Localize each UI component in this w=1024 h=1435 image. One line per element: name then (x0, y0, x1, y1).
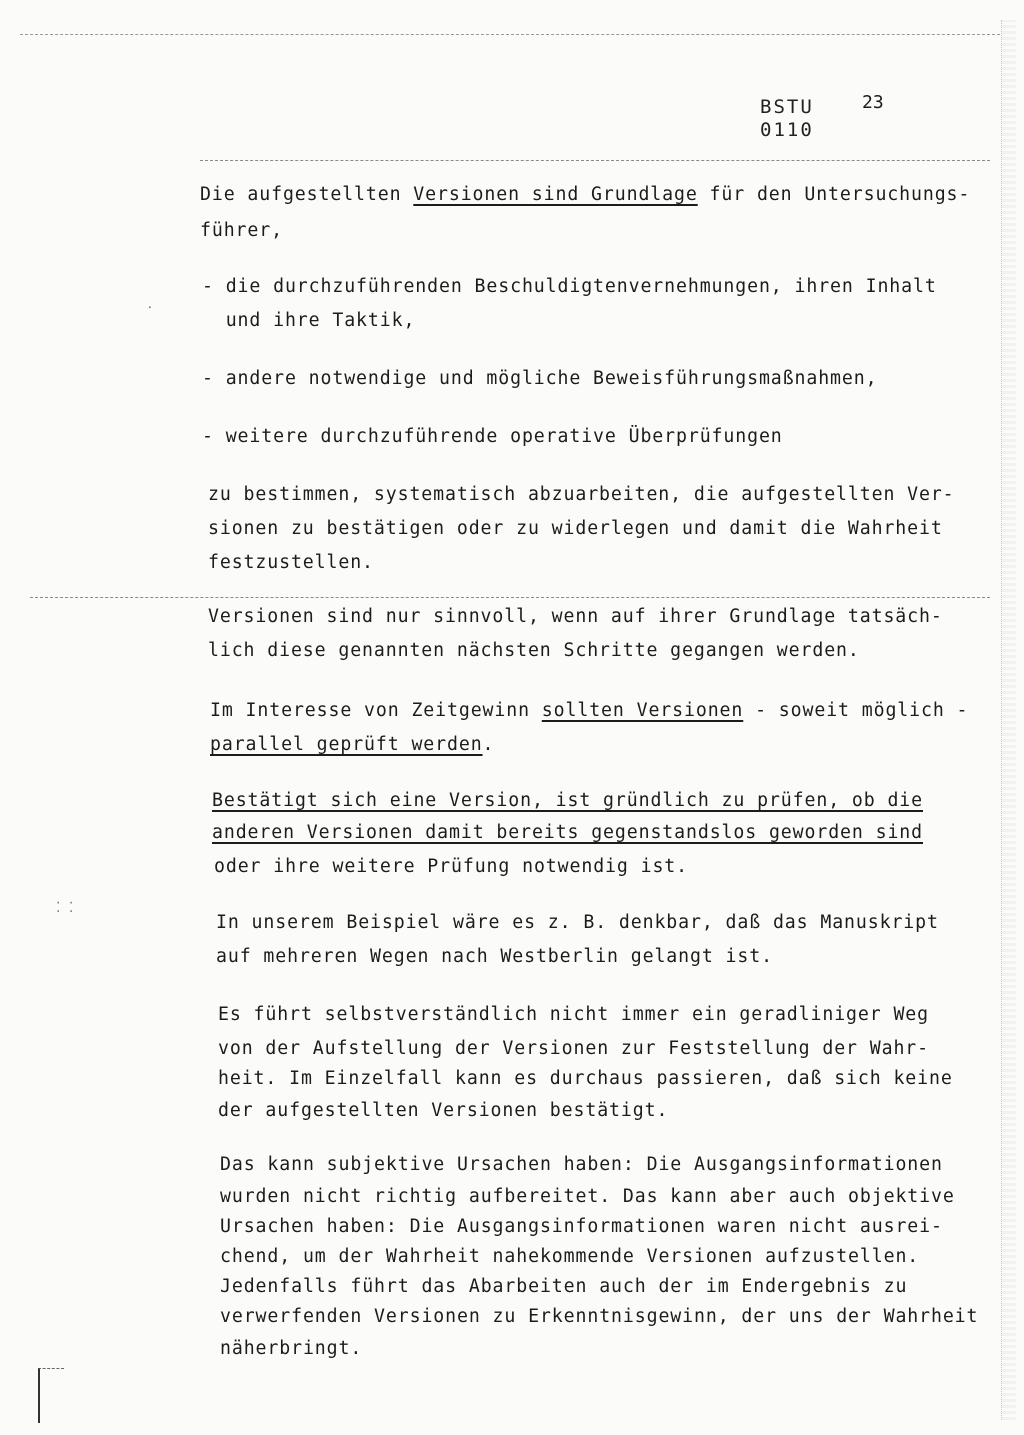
stamp-line-2: 0110 (760, 119, 814, 141)
page-right-edge (1001, 20, 1016, 1420)
text-line-13 (210, 734, 494, 755)
text-line-29: näherbringt. (220, 1338, 363, 1359)
scan-specks: ⸱ (148, 300, 152, 316)
text-line-17: In unserem Beispiel wäre es z. B. denkbar, daß das Manuskript (216, 912, 939, 933)
text-line-15: anderen Versionen damit bereits gegenstandslos geworden sind (212, 822, 923, 843)
text-line-22: der aufgestellten Versionen bestätigt. (218, 1100, 669, 1121)
text-line-24: wurden nicht richtig aufbereitet. Das kann aber auch objektive (220, 1186, 955, 1207)
text-line-27: Jedenfalls führt das Abarbeiten auch der im Endergebnis zu (220, 1276, 908, 1297)
text-line-26: chend, um der Wahrheit nahekommende Versionen aufzustellen. (220, 1246, 920, 1267)
list-item-1-line-1: - die durchzuführenden Beschuldigtenvernehmungen, ihren Inhalt (202, 276, 937, 297)
text-segment: - soweit möglich - (743, 700, 969, 721)
text-line-20: von der Aufstellung der Versionen zur Feststellung der Wahr- (218, 1038, 929, 1059)
text-line-19: Es führt selbstverständlich nicht immer ein geradliniger Weg (218, 1004, 929, 1025)
text-line-28: verwerfenden Versionen zu Erkenntnisgewinn, der uns der Wahrheit (220, 1306, 979, 1327)
text-line-18: auf mehreren Wegen nach Westberlin gelangt ist. (216, 946, 773, 967)
text-line-9: festzustellen. (208, 552, 374, 573)
text-line-16: oder ihre weitere Prüfung notwendig ist. (214, 856, 688, 877)
archive-stamp (760, 96, 814, 142)
text-line-1 (200, 184, 970, 205)
header-rule (200, 160, 990, 161)
underlined-phrase: parallel geprüft werden (210, 734, 483, 755)
text-segment: Im Interesse von Zeitgewinn (210, 700, 542, 721)
text-segment: Die aufgestellten (200, 184, 414, 205)
text-line-25: Ursachen haben: Die Ausgangsinformationen waren nicht ausrei- (220, 1216, 943, 1237)
section-rule (30, 597, 990, 598)
text-line-8: sionen zu bestätigen oder zu widerlegen und damit die Wahrheit (208, 518, 943, 539)
page-number: 23 (862, 92, 884, 113)
text-segment: für den Untersuchungs- (697, 184, 971, 205)
text-line-2: führer, (200, 220, 283, 241)
list-item-2: - andere notwendige und mögliche Beweisführungsmaßnahmen, (202, 368, 878, 389)
text-line-7: zu bestimmen, systematisch abzuarbeiten, die aufgestellten Ver- (208, 484, 955, 505)
text-line-12 (210, 700, 968, 721)
list-item-1-line-2: und ihre Taktik, (202, 310, 416, 331)
text-line-11: lich diese genannten nächsten Schritte gegangen werden. (208, 640, 860, 661)
text-segment: . (482, 734, 495, 755)
text-line-21: heit. Im Einzelfall kann es durchaus passieren, daß sich keine (218, 1068, 953, 1089)
stamp-line-1: BSTU (760, 96, 814, 118)
list-item-3: - weitere durchzuführende operative Überprüfungen (202, 426, 783, 447)
text-line-23: Das kann subjektive Ursachen haben: Die Ausgangsinformationen (220, 1154, 943, 1175)
underlined-phrase: sollten Versionen (541, 700, 744, 721)
scan-specks: ⁚ ⁚ (56, 900, 74, 916)
page-top-edge (20, 34, 1010, 35)
margin-bracket (38, 1368, 64, 1423)
text-line-14: Bestätigt sich eine Version, ist gründlich zu prüfen, ob die (212, 790, 923, 811)
underlined-phrase: Versionen sind Grundlage (413, 184, 698, 205)
text-line-10: Versionen sind nur sinnvoll, wenn auf ihrer Grundlage tatsäch- (208, 606, 943, 627)
